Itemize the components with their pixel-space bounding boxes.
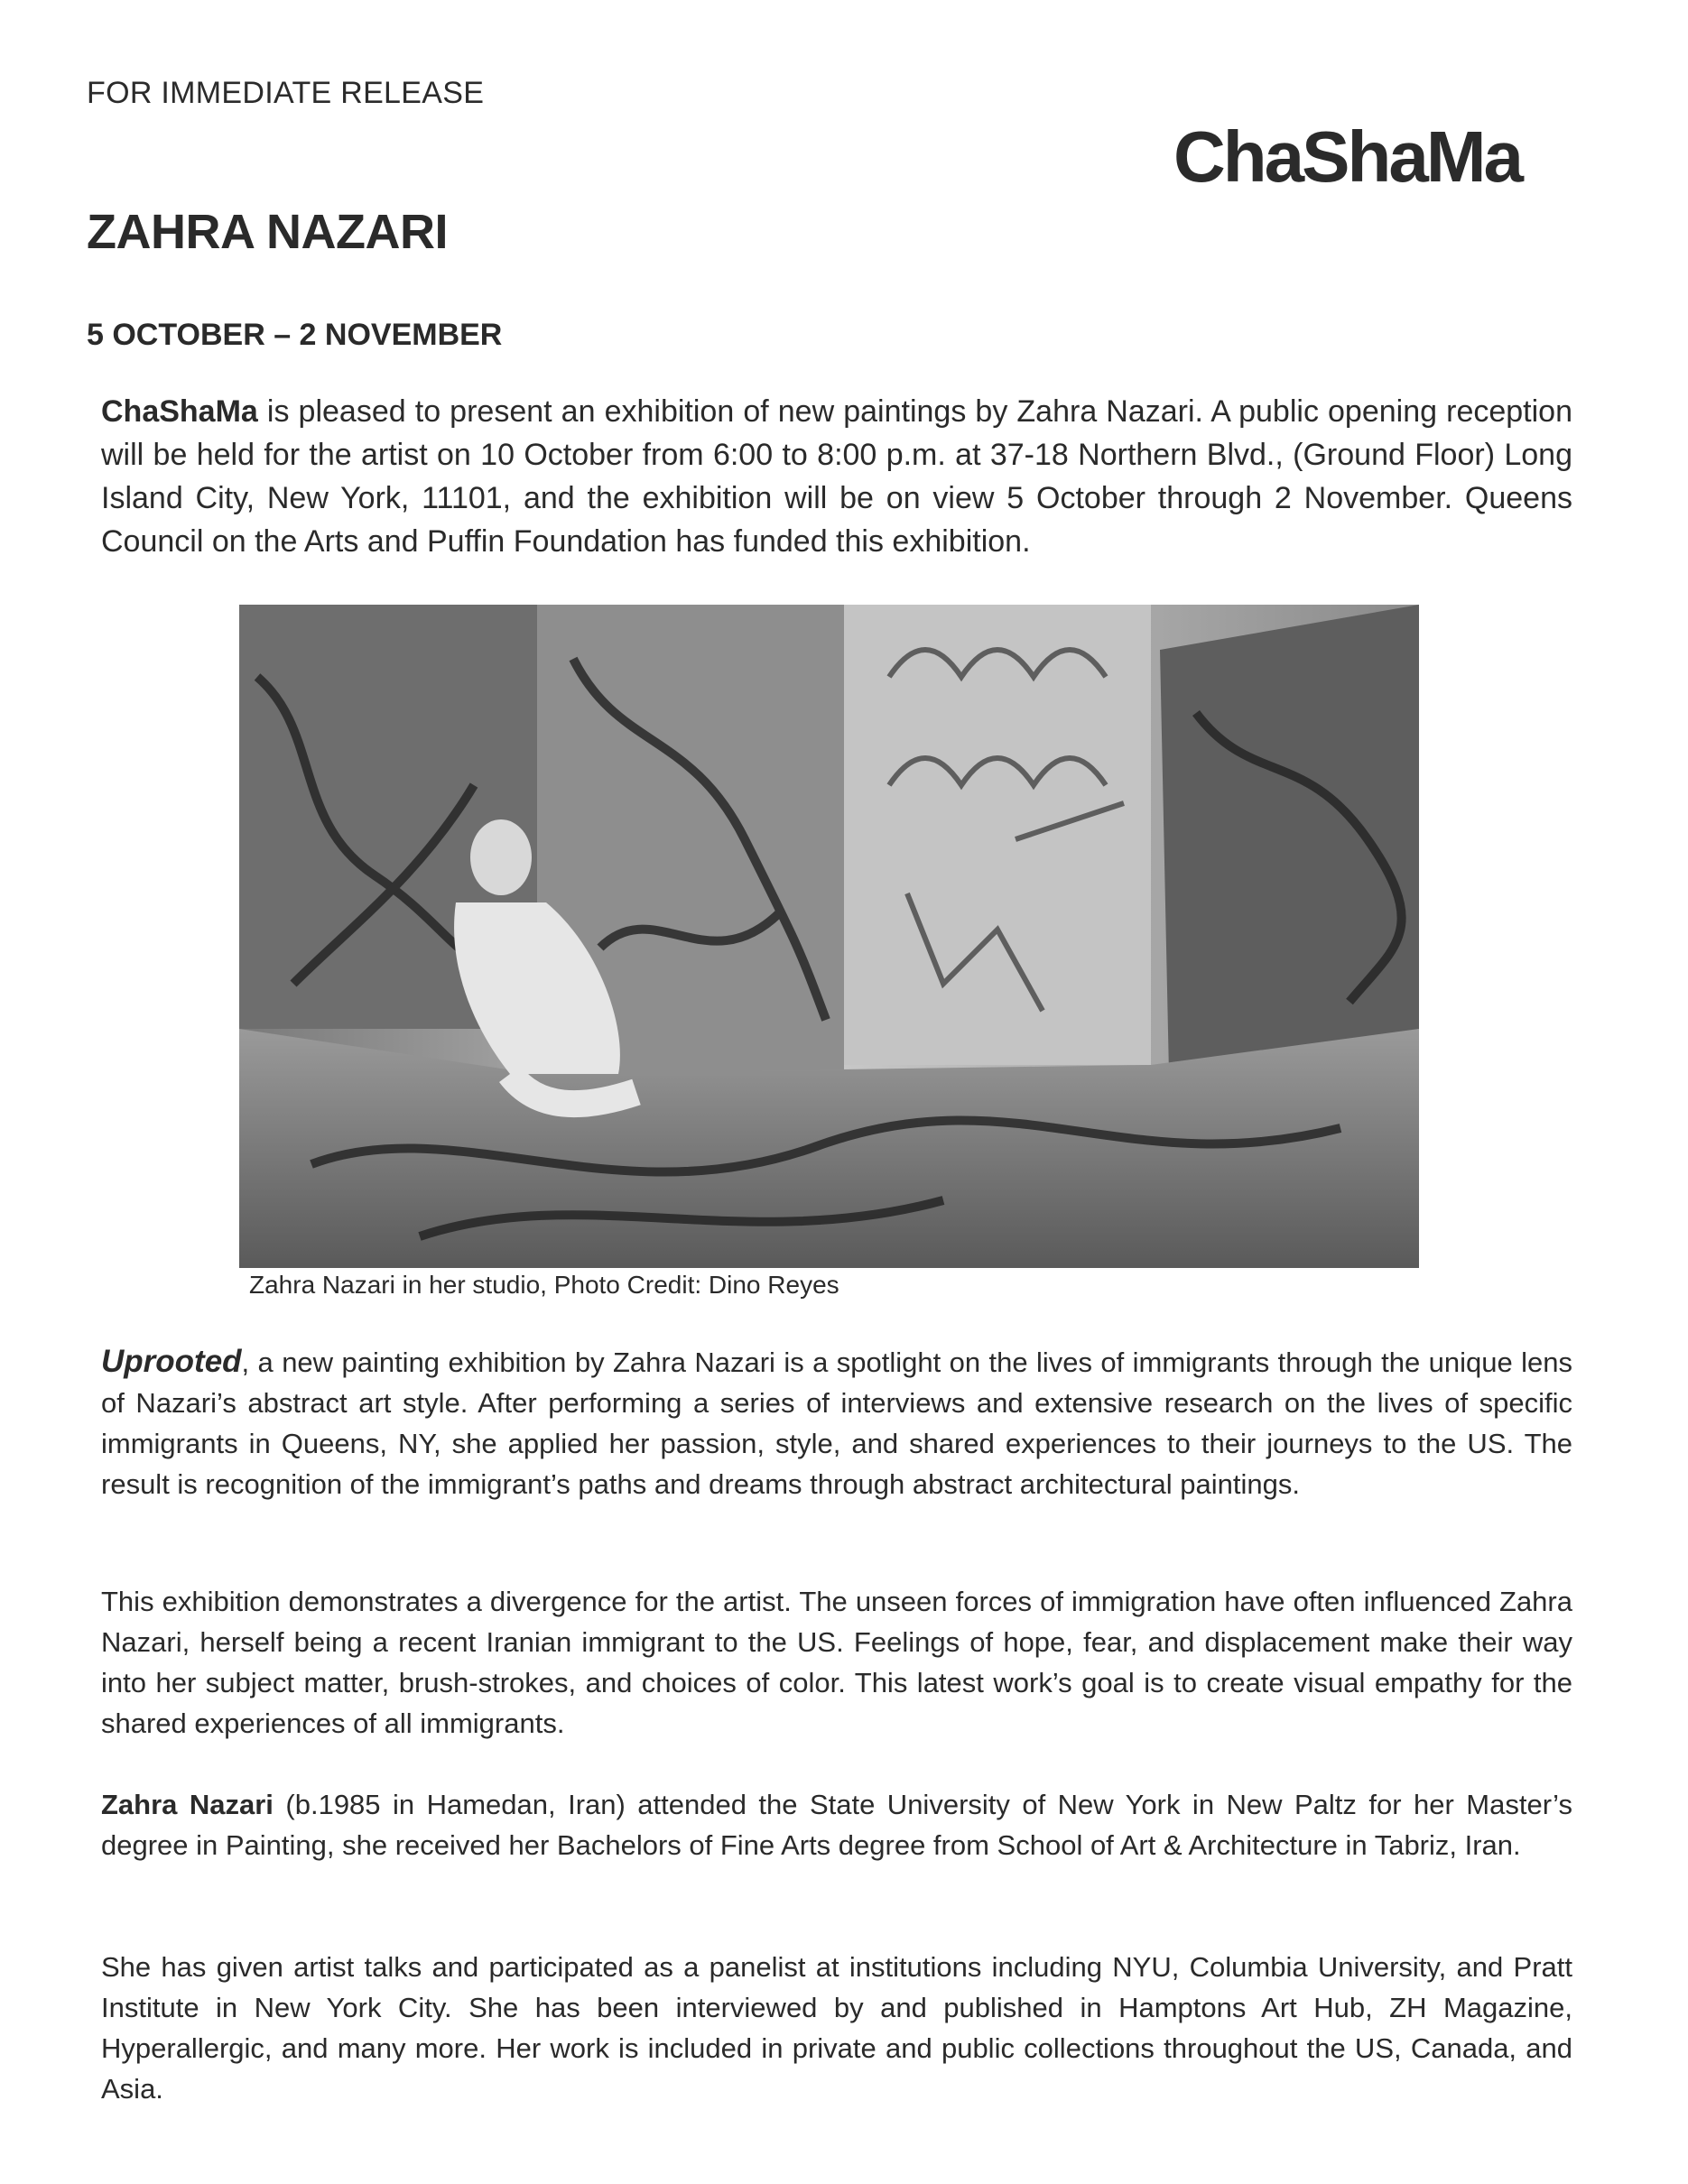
exhibition-title: Uprooted [101,1344,242,1379]
release-label: FOR IMMEDIATE RELEASE [87,76,485,110]
photo-caption: Zahra Nazari in her studio, Photo Credit: Dino Reyes [249,1271,839,1299]
studio-photo [239,605,1419,1268]
chashama-logo: ChaShaMa [1173,116,1521,197]
bio-text: (b.1985 in Hamedan, Iran) attended the State University of New York in New Paltz for her Master’s degree in Painting, she received her Bachelors of Fine Arts degree from School of Art & Architecture in Tabriz, Iran. [101,1789,1572,1861]
canvas-right [1160,605,1419,1074]
talks-paragraph: She has given artist talks and participated as a panelist at institutions including NYU, Columbia University, and Pratt Institute in New York City. She has been interviewed by and published in Hamptons Art Hub, ZH Magazine, Hyperallergic, and many more. Her work is included in private and public collections throughout the US, Canada, and Asia. [101,1951,1572,2105]
exhibition-dates: 5 OCTOBER – 2 NOVEMBER [87,318,503,352]
bio-paragraph [101,1784,1572,1865]
uprooted-text: , a new painting exhibition by Zahra Nazari is a spotlight on the lives of immigrants through the unique lens of Nazari’s abstract art style. After performing a series of interviews and extensive research on the lives of specific immigrants in Queens, NY, she applied her passion, style, and shared experiences to their journeys to the US. The result is recognition of the immigrant’s paths and dreams through abstract architectural paintings. [101,1346,1572,1500]
intro-text: is pleased to present an exhibition of new paintings by Zahra Nazari. A public opening reception will be held for the artist on 10 October from 6:00 to 8:00 p.m. at 37-18 Northern Blvd., (Ground Floor) Long Island City, New York, 11101, and the exhibition will be on view 5 October through 2 November. Queens Council on the Arts and Puffin Foundation has funded this exhibition. [101,394,1572,559]
artist-head [470,819,532,895]
uprooted-paragraph [101,1341,1572,1504]
artist-name-heading: ZAHRA NAZARI [87,205,448,259]
bio-artist-name: Zahra Nazari [101,1789,274,1820]
intro-org-name: ChaShaMa [101,394,258,429]
divergence-paragraph: This exhibition demonstrates a divergence for the artist. The unseen forces of immigration have often influenced Zahra Nazari, herself being a recent Iranian immigrant to the US. Feelings of hope, fear, and displacement make their way into her subject matter, brush-strokes, and choices of color. This latest work’s goal is to create visual empathy for the shared experiences of all immigrants. [101,1586,1572,1739]
intro-paragraph [101,390,1572,563]
